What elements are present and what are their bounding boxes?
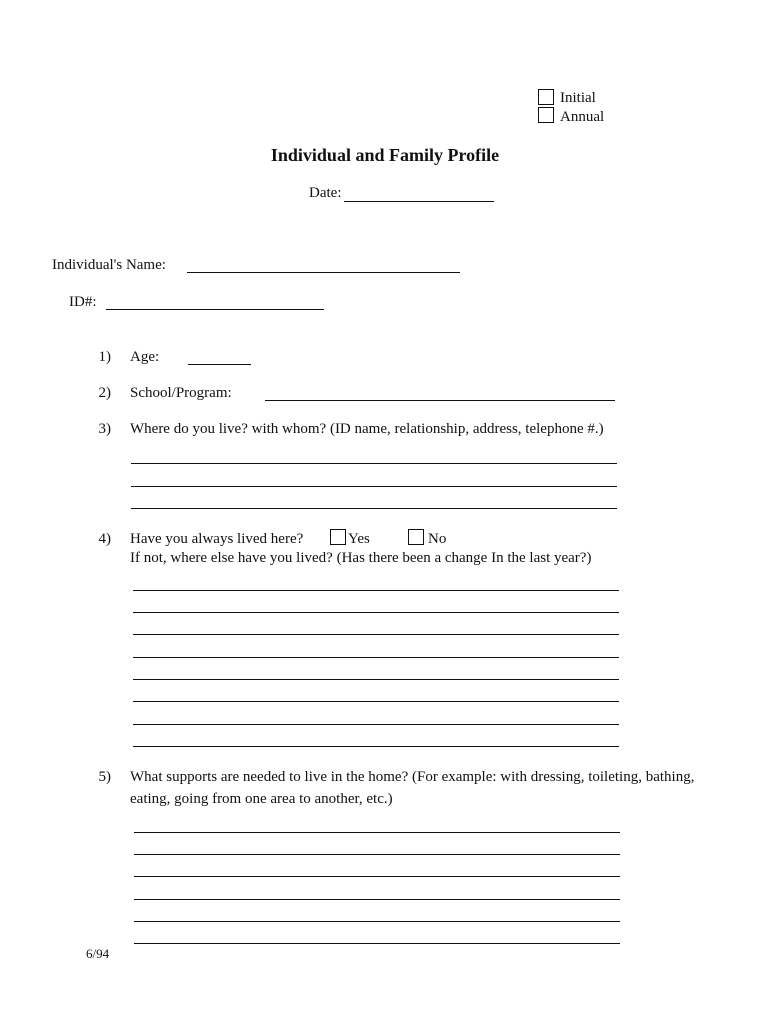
answer-line[interactable]: [131, 486, 617, 487]
question-number: 4): [98, 531, 111, 547]
always-lived-label: Have you always lived here?: [130, 531, 304, 547]
answer-line[interactable]: [133, 724, 619, 725]
id-field[interactable]: [106, 309, 324, 310]
answer-line[interactable]: [133, 612, 619, 613]
answer-line[interactable]: [131, 463, 617, 464]
date-field[interactable]: [344, 201, 494, 202]
initial-checkbox[interactable]: [538, 89, 554, 105]
answer-line[interactable]: [134, 943, 620, 944]
no-label: No: [428, 531, 447, 547]
initial-label: Initial: [560, 90, 596, 106]
date-label: Date:: [309, 185, 342, 201]
yes-label: Yes: [348, 531, 370, 547]
answer-line[interactable]: [133, 746, 619, 747]
answer-line[interactable]: [134, 854, 620, 855]
annual-label: Annual: [560, 109, 605, 125]
question-number: 3): [98, 421, 111, 437]
school-program-field[interactable]: [265, 400, 615, 401]
name-label: Individual's Name:: [52, 257, 166, 273]
name-field[interactable]: [187, 272, 460, 273]
answer-line[interactable]: [134, 899, 620, 900]
answer-line[interactable]: [131, 508, 617, 509]
answer-line[interactable]: [133, 679, 619, 680]
no-checkbox[interactable]: [408, 529, 424, 545]
yes-checkbox[interactable]: [330, 529, 346, 545]
id-label: ID#:: [69, 294, 97, 310]
answer-line[interactable]: [133, 657, 619, 658]
answer-line[interactable]: [133, 590, 619, 591]
supports-question-label-continued: eating, going from one area to another, etc.): [130, 791, 393, 807]
answer-line[interactable]: [134, 832, 620, 833]
answer-line[interactable]: [134, 921, 620, 922]
supports-question-label: What supports are needed to live in the home? (For example: with dressing, toileting, bathing,: [130, 769, 695, 785]
question-number: 2): [98, 385, 111, 401]
age-field[interactable]: [188, 364, 251, 365]
question-number: 5): [98, 769, 111, 785]
answer-line[interactable]: [133, 634, 619, 635]
age-label: Age:: [130, 349, 160, 365]
page-title: Individual and Family Profile: [270, 145, 500, 165]
school-program-label: School/Program:: [130, 385, 232, 401]
living-question-label: Where do you live? with whom? (ID name, relationship, address, telephone #.): [130, 421, 604, 437]
answer-line[interactable]: [133, 701, 619, 702]
question-number: 1): [98, 349, 111, 365]
previous-residence-label: If not, where else have you lived? (Has there been a change In the last year?): [130, 550, 592, 566]
answer-line[interactable]: [134, 876, 620, 877]
annual-checkbox[interactable]: [538, 107, 554, 123]
revision-date: 6/94: [86, 946, 110, 961]
